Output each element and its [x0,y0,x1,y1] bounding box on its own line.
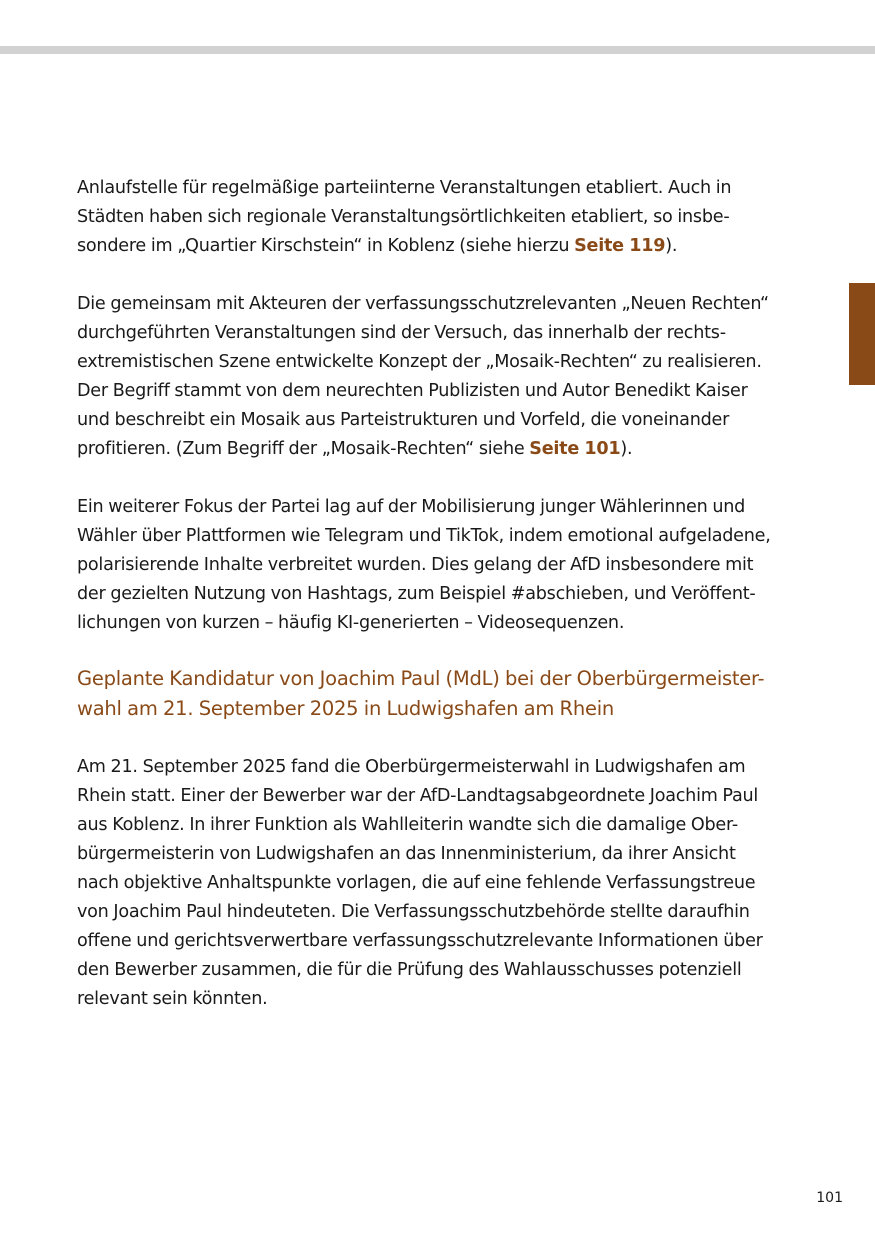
paragraph-4-line-2: Rhein statt. Einer der Bewerber war der AfD-Landtagsabgeordnete Joachim Paul [77,786,759,806]
paragraph-3-line-4: der gezielten Nutzung von Hashtags, zum Beispiel #abschieben, und Veröffent- [77,584,756,604]
section-heading-line-2: wahl am 21. September 2025 in Ludwigshafen am Rhein [77,697,614,720]
paragraph-1-line-3-end: ). [665,236,678,256]
paragraph-4-line-1: Am 21. September 2025 fand die Oberbürgermeisterwahl in Ludwigshafen am [77,757,746,777]
heading-spacer [77,638,807,664]
paragraph-4-line-8: den Bewerber zusammen, die für die Prüfung des Wahlausschusses potenziell [77,960,742,980]
paragraph-1-line-3-text: sondere im „Quartier Kirschstein“ in Koblenz (siehe hierzu [77,236,575,256]
paragraph-2-line-1: Die gemeinsam mit Akteuren der verfassungsschutzrelevanten „Neuen Rechten“ [77,294,769,314]
chapter-tab-marker [849,283,875,385]
paragraph-3-line-2: Wähler über Plattformen wie Telegram und TikTok, indem emotional aufgeladene, [77,526,771,546]
paragraph-2-line-5: und beschreibt ein Mosaik aus Parteistrukturen und Vorfeld, die voneinander [77,410,730,430]
page-content [77,174,807,1014]
section-heading-line-1: Geplante Kandidatur von Joachim Paul (MdL) bei der Oberbürgermeister- [77,667,765,690]
paragraph-spacer [77,464,807,493]
paragraph-2 [77,290,807,464]
paragraph-2-line-4: Der Begriff stammt von dem neurechten Publizisten und Autor Benedikt Kaiser [77,381,748,401]
paragraph-4 [77,753,807,1014]
page-reference-link-119[interactable]: Seite 119 [574,236,666,256]
paragraph-2-line-2: durchgeführten Veranstaltungen sind der Versuch, das innerhalb der rechts- [77,323,726,343]
paragraph-4-line-5: nach objektive Anhaltspunkte vorlagen, die auf eine fehlende Verfassungstreue [77,873,756,893]
paragraph-4-line-4: bürgermeisterin von Ludwigshafen an das Innenministerium, da ihrer Ansicht [77,844,736,864]
paragraph-3 [77,493,807,638]
top-rule [0,46,875,54]
paragraph-1 [77,174,807,261]
heading-spacer [77,724,807,753]
page-number: 101 [816,1190,843,1206]
paragraph-1-line-3 [77,232,807,261]
paragraph-2-line-3: extremistischen Szene entwickelte Konzept der „Mosaik-Rechten“ zu realisieren. [77,352,762,372]
paragraph-3-line-5: lichungen von kurzen – häufig KI-generierten – Videosequenzen. [77,613,625,633]
paragraph-2-line-6-text: profitieren. (Zum Begriff der „Mosaik-Rechten“ siehe [77,439,530,459]
paragraph-4-line-7: offene und gerichtsverwertbare verfassungsschutzrelevante Informationen über [77,931,763,951]
section-heading [77,664,807,724]
paragraph-2-line-6-end: ). [620,439,633,459]
paragraph-3-line-3: polarisierende Inhalte verbreitet wurden. Dies gelang der AfD insbesondere mit [77,555,754,575]
paragraph-3-line-1: Ein weiterer Fokus der Partei lag auf der Mobilisierung junger Wählerinnen und [77,497,746,517]
paragraph-1-line-1: Anlaufstelle für regelmäßige parteiinterne Veranstaltungen etabliert. Auch in [77,178,732,198]
paragraph-1-line-2: Städten haben sich regionale Veranstaltungsörtlichkeiten etabliert, so insbe- [77,207,730,227]
paragraph-2-line-6 [77,435,807,464]
paragraph-4-line-9: relevant sein könnten. [77,989,268,1009]
page-reference-link-101[interactable]: Seite 101 [529,439,621,459]
paragraph-4-line-3: aus Koblenz. In ihrer Funktion als Wahlleiterin wandte sich die damalige Ober- [77,815,738,835]
paragraph-4-line-6: von Joachim Paul hindeuteten. Die Verfassungsschutzbehörde stellte daraufhin [77,902,750,922]
paragraph-spacer [77,261,807,290]
